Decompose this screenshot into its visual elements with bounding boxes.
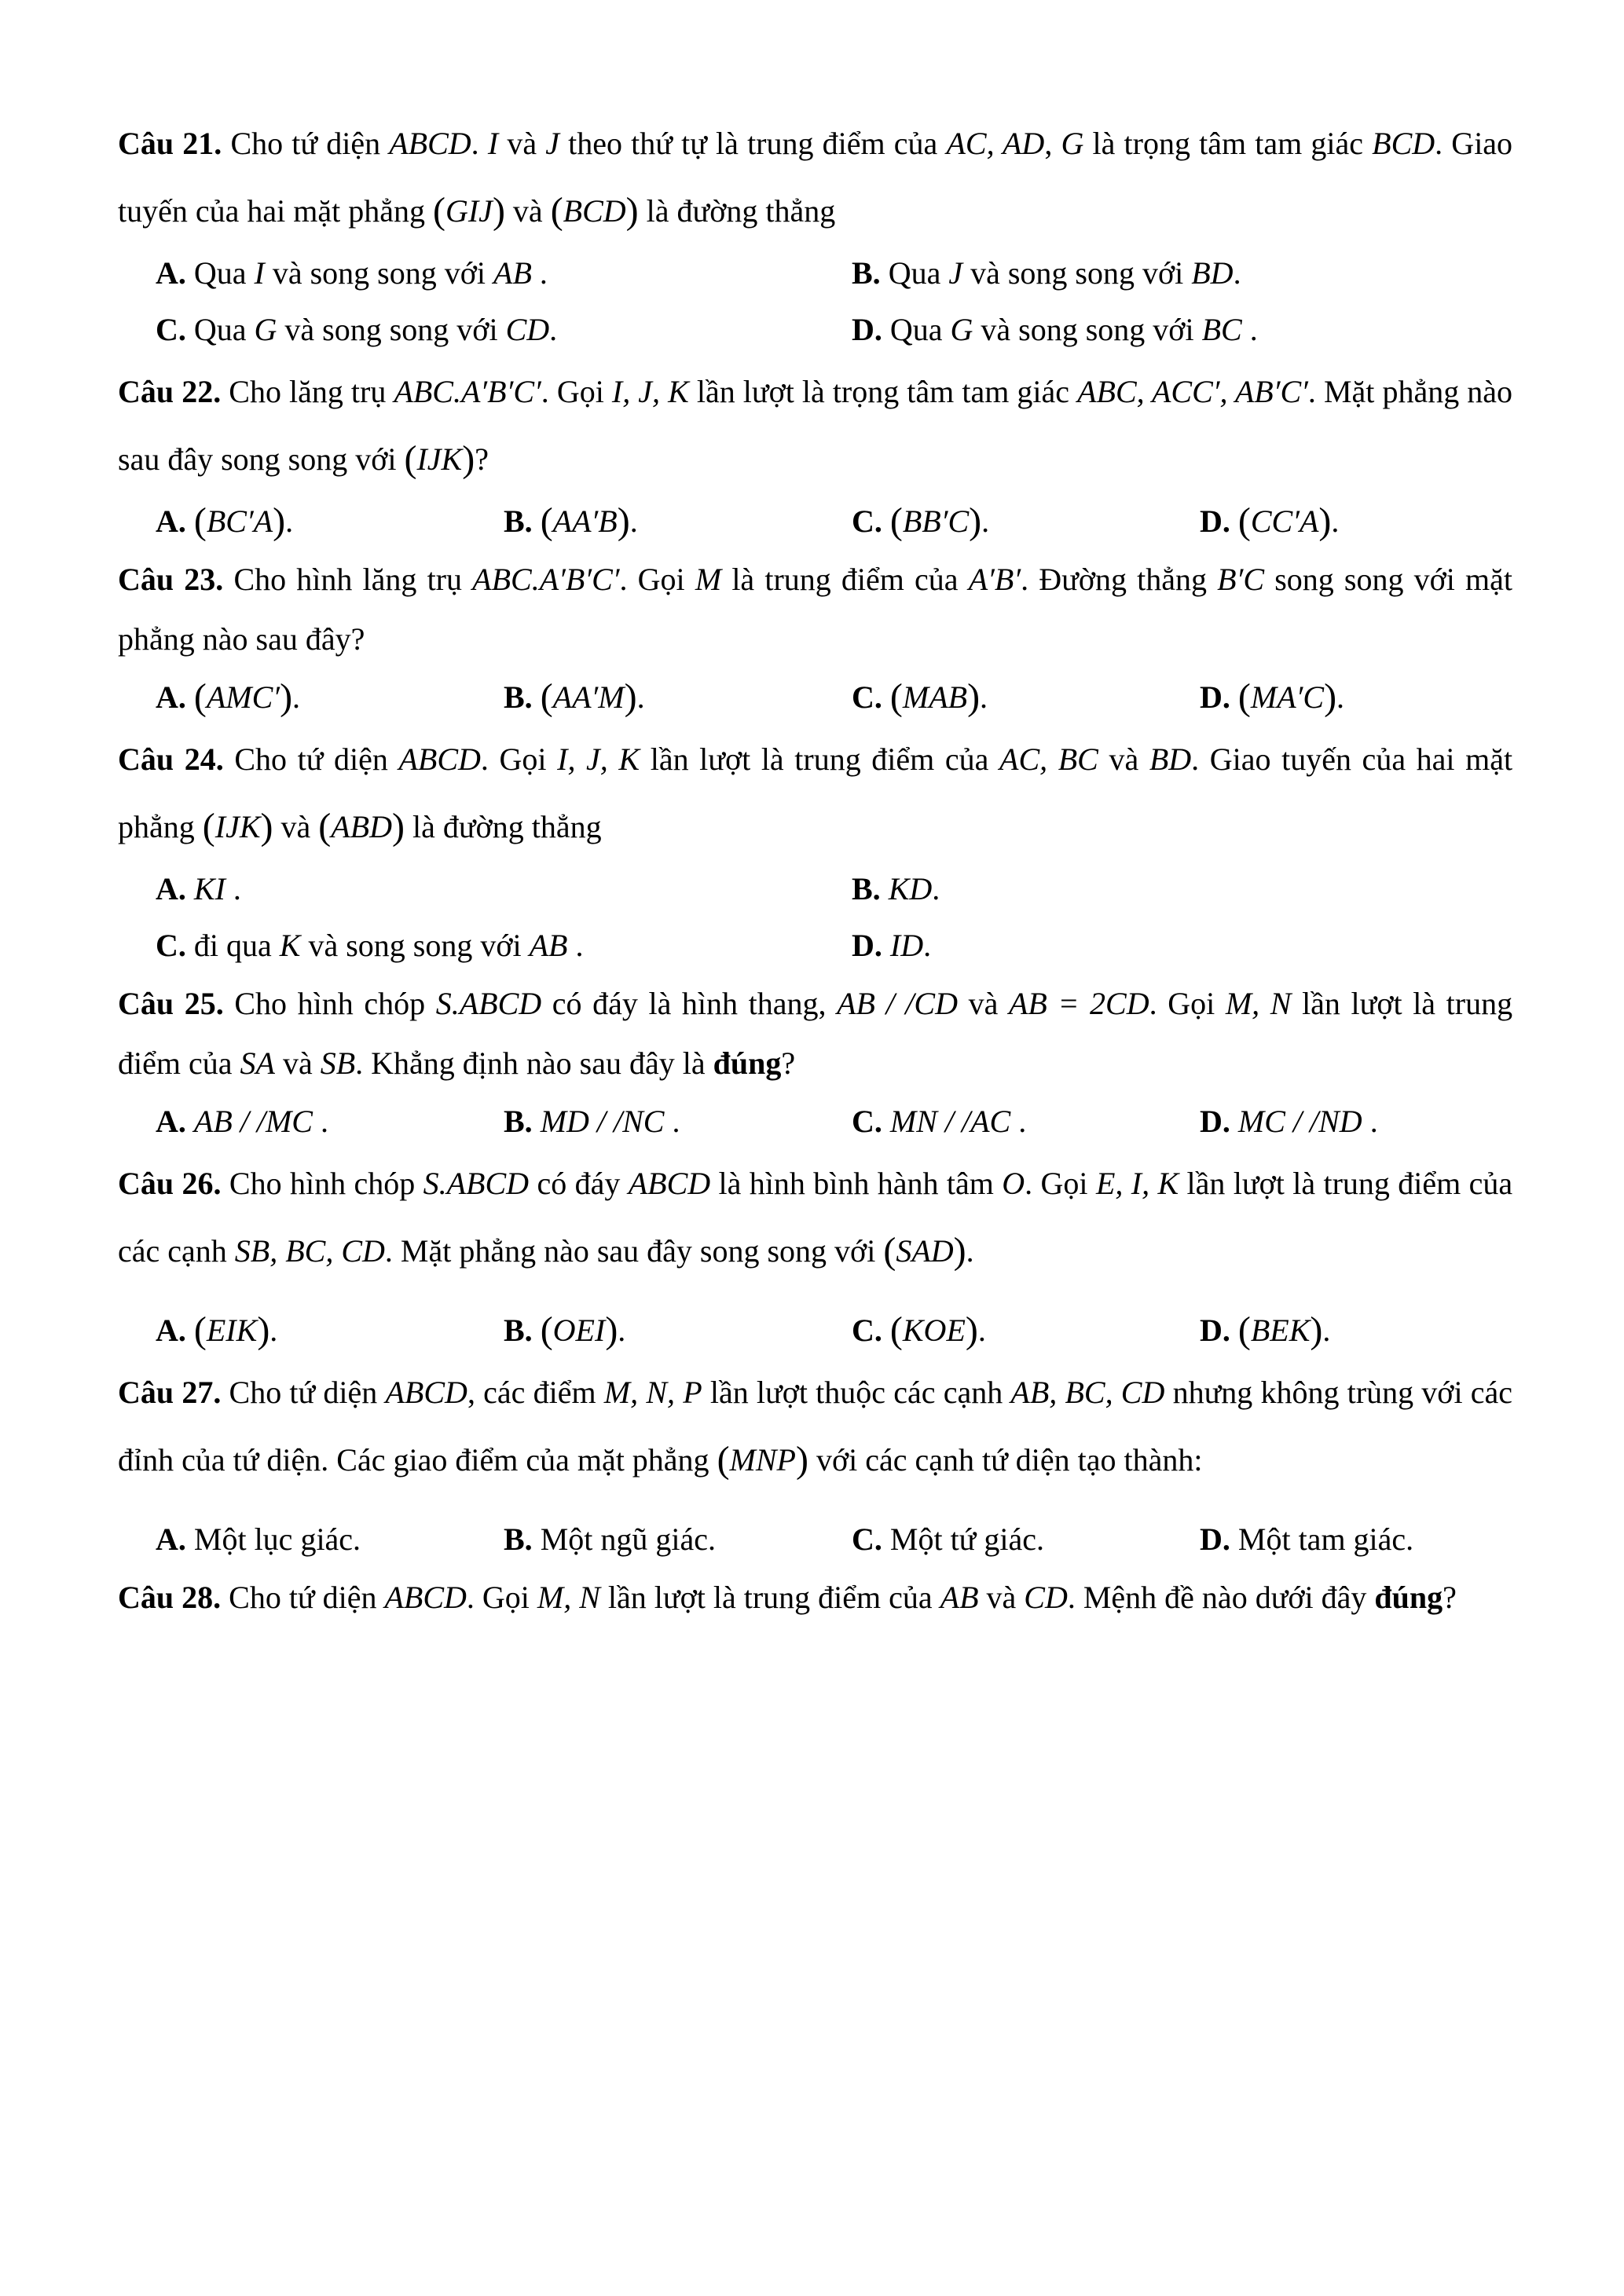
option-label: A. [156, 871, 186, 906]
math: KD [888, 871, 933, 906]
text: có đáy [537, 1166, 621, 1201]
option-a[interactable] [156, 1511, 504, 1568]
math: K [279, 928, 301, 963]
option-label: A. [156, 504, 186, 539]
option-label: C. [852, 679, 882, 715]
option-c[interactable] [156, 302, 852, 358]
option-label: D. [1200, 1522, 1230, 1557]
math: ABC.A′B′C′ [394, 374, 541, 409]
option-a[interactable]: A. (EIK). [156, 1309, 278, 1351]
math: G [950, 312, 973, 347]
text: ? [475, 441, 489, 477]
math: BC [1201, 312, 1242, 347]
text: . [1322, 1313, 1331, 1348]
math: M, N [1225, 986, 1292, 1021]
math: KI [193, 871, 225, 906]
text: ? [781, 1045, 796, 1081]
math: SAD [896, 1233, 954, 1269]
text: và [1109, 742, 1139, 777]
options [156, 245, 1512, 358]
math: KOE [902, 1313, 966, 1348]
text: . [269, 1313, 278, 1348]
text: lần lượt thuộc các cạnh [709, 1375, 1003, 1410]
option-label: C. [156, 928, 186, 963]
math: ABCD [398, 742, 481, 777]
text: và song song với [981, 312, 1194, 347]
option-label: B. [504, 1104, 533, 1139]
option-d[interactable] [852, 302, 1512, 358]
math: ABC.A′B′C′ [472, 562, 620, 597]
text: . [285, 504, 294, 539]
math: CD [1024, 1580, 1068, 1615]
option-b[interactable]: B. (AA′M). [504, 676, 645, 718]
math: ABD [331, 809, 393, 844]
text: . Gọi [1025, 1166, 1088, 1201]
option-label: C. [156, 312, 186, 347]
option-d[interactable] [1200, 1093, 1510, 1150]
option-a[interactable] [156, 245, 852, 302]
math: B′C [1217, 562, 1265, 597]
text: nhưng không trùng với các đỉnh của tứ diện. Các giao điểm của mặt phẳng [118, 1375, 1513, 1478]
option-label: D. [1200, 1104, 1230, 1139]
option-label: A. [156, 255, 186, 291]
text: Qua [888, 255, 941, 291]
text: và song song với [284, 312, 498, 347]
text: . [1369, 1104, 1378, 1139]
text: theo thứ tự là trung điểm của [568, 126, 938, 161]
math: ABCD [384, 1580, 467, 1615]
math: MNP [729, 1442, 796, 1478]
question-21 [118, 110, 1512, 358]
math: ABCD [385, 1375, 467, 1410]
question-23 [118, 550, 1512, 726]
question-text [118, 550, 1512, 669]
option-label: A. [156, 679, 186, 715]
math: AB / /MC [193, 1104, 313, 1139]
option-label: A. [156, 1522, 186, 1557]
math: EIK [206, 1313, 258, 1348]
text: Một tứ giác. [889, 1522, 1044, 1557]
option-label: C. [852, 1313, 882, 1348]
text: . Đường thẳng [1021, 562, 1207, 597]
text: Cho tứ diện [230, 126, 381, 161]
text: . Giao tuyến của hai mặt phẳng [118, 126, 1513, 229]
math: G [254, 312, 277, 347]
text: là đường thẳng [646, 193, 836, 229]
option-c[interactable]: C. (KOE). [852, 1309, 986, 1351]
text: . Mặt phẳng nào sau đây song song với [384, 1233, 876, 1269]
text: là đường thẳng [412, 809, 602, 844]
math: OEI [552, 1313, 606, 1348]
question-label: Câu 24. [118, 742, 224, 777]
option-label: D. [1200, 1313, 1230, 1348]
text: . [1331, 504, 1340, 539]
option-label: B. [852, 871, 881, 906]
text: Một lục giác. [193, 1522, 361, 1557]
math: ABCD [628, 1166, 711, 1201]
text: lần lượt là trung điểm của [118, 986, 1513, 1081]
question-text: Câu 27. Cho tứ diện ABCD, các điểm M, N, P lần lượt thuộc các cạnh AB, BC, CD nhưng không trùng với các đỉnh của tứ diện. Các giao điểm của mặt phẳng (MNP) với các cạnh tứ diện tạo thành: [118, 1375, 1513, 1481]
math: AB / /CD [837, 986, 958, 1021]
options [156, 1093, 1512, 1150]
math: GIJ [445, 193, 493, 229]
option-label: C. [852, 504, 882, 539]
text: lần lượt là trung điểm của các cạnh [118, 1166, 1513, 1269]
math: IJK [416, 441, 463, 477]
math: O [1002, 1166, 1025, 1201]
math: M, N, P [603, 1375, 702, 1410]
text: . Gọi [480, 742, 547, 777]
question-text: Câu 26. Cho hình chóp S.ABCD có đáy ABCD là hình bình hành tâm O. Gọi E, I, K lần lượt là trung điểm của các cạnh SB, BC, CD. Mặt phẳng nào sau đây song song với (SAD). [118, 1166, 1513, 1272]
option-c[interactable] [852, 1511, 1200, 1568]
math: BD [1191, 255, 1234, 291]
option-b[interactable] [852, 245, 1512, 302]
text: . Gọi [466, 1580, 530, 1615]
text: song song với mặt phẳng nào sau đây? [118, 562, 1513, 657]
text: là hình bình hành tâm [718, 1166, 994, 1201]
text: . [618, 1313, 626, 1348]
question-text [118, 974, 1512, 1093]
option-b[interactable]: B. (AA′B). [504, 500, 638, 542]
math: BD [1149, 742, 1192, 777]
math: I, J, K [611, 374, 689, 409]
question-label: Câu 27. [118, 1375, 222, 1410]
math: SB, BC, CD [234, 1233, 385, 1269]
math: MN / /AC [889, 1104, 1011, 1139]
option-c[interactable] [156, 917, 852, 974]
text: . [923, 928, 932, 963]
math: S.ABCD [435, 986, 542, 1021]
text: Cho lăng trụ [229, 374, 387, 409]
text: . [1249, 312, 1258, 347]
text: . Gọi [1149, 986, 1215, 1021]
option-a[interactable]: A. (AMC′). [156, 676, 301, 718]
question-text: Câu 24. Cho tứ diện ABCD. Gọi I, J, K lần lượt là trung điểm của AC, BC và BD. Giao tuyến của hai mặt phẳng (IJK) và (ABD) là đường thẳng [118, 742, 1513, 848]
math: AB, BC, CD [1010, 1375, 1165, 1410]
text: lần lượt là trung điểm của [650, 742, 989, 777]
option-label: D. [1200, 504, 1230, 539]
text: và [507, 126, 537, 161]
math: ABCD [389, 126, 471, 161]
option-d[interactable]: D. (MA′C). [1200, 676, 1345, 718]
question-label: Câu 21. [118, 126, 222, 161]
text: . Giao tuyến của hai mặt phẳng [118, 742, 1513, 844]
text: . [320, 1104, 328, 1139]
math: J [545, 126, 559, 161]
text: Cho tứ diện [234, 742, 388, 777]
text: và song song với [272, 255, 486, 291]
option-b[interactable] [852, 861, 1512, 917]
text: . [629, 504, 638, 539]
text: và [512, 193, 543, 229]
math: AMC′ [206, 679, 280, 715]
math: BC′A [206, 504, 273, 539]
option-d[interactable] [852, 917, 1512, 974]
text: . Gọi [619, 562, 685, 597]
math: M [695, 562, 722, 597]
option-d[interactable]: D. (BEK). [1200, 1309, 1331, 1351]
option-label: B. [852, 255, 881, 291]
text: Một tam giác. [1237, 1522, 1414, 1557]
text: . Khẳng định nào sau đây là [355, 1045, 706, 1081]
option-label: B. [504, 679, 533, 715]
text: là trọng tâm tam giác [1092, 126, 1363, 161]
text: và [968, 986, 999, 1021]
text: . [977, 1313, 986, 1348]
option-d[interactable] [1200, 1511, 1510, 1568]
options [156, 861, 1512, 974]
option-a[interactable] [156, 1093, 504, 1150]
math: S.ABCD [423, 1166, 530, 1201]
text: có đáy là hình thang, [552, 986, 827, 1021]
text: Cho hình chóp [234, 986, 426, 1021]
option-a[interactable] [156, 861, 852, 917]
question-28 [118, 1568, 1512, 1628]
math: MA′C [1250, 679, 1325, 715]
math: J [948, 255, 963, 291]
text: và song song với [308, 928, 522, 963]
question-25 [118, 974, 1512, 1150]
text: . Mặt phẳng nào sau đây song song với [118, 374, 1513, 477]
option-a[interactable]: A. (BC′A). [156, 500, 294, 542]
question-24 [118, 726, 1512, 974]
text: Cho tứ diện [229, 1580, 377, 1615]
option-label: D. [1200, 679, 1230, 715]
options [156, 1511, 1512, 1568]
option-b[interactable] [504, 1093, 852, 1150]
math: SB [320, 1045, 356, 1081]
option-b[interactable] [504, 1511, 852, 1568]
math: I [254, 255, 265, 291]
text: và [280, 809, 311, 844]
math: AC, AD [946, 126, 1045, 161]
text: Qua [889, 312, 943, 347]
text: Cho tứ diện [229, 1375, 378, 1410]
question-label: Câu 28. [118, 1580, 222, 1615]
math: MC / /ND [1237, 1104, 1362, 1139]
text: lần lượt là trọng tâm tam giác [696, 374, 1070, 409]
option-label: D. [852, 312, 882, 347]
text: . [1233, 255, 1241, 291]
option-label: A. [156, 1313, 186, 1348]
math: ID [889, 928, 924, 963]
math: AB = 2CD [1008, 986, 1149, 1021]
options [156, 493, 1512, 550]
text: Qua [193, 255, 247, 291]
text: . [672, 1104, 680, 1139]
question-label: Câu 25. [118, 986, 224, 1021]
text: , các điểm [467, 1375, 596, 1410]
text: . [636, 679, 645, 715]
text: . [575, 928, 584, 963]
math: ABC, ACC′, AB′C′ [1077, 374, 1308, 409]
option-label: B. [504, 504, 533, 539]
text: . [981, 504, 990, 539]
text: lần lượt là trung điểm của [607, 1580, 933, 1615]
math: AB [529, 928, 568, 963]
text: . [539, 255, 548, 291]
text: Cho hình lăng trụ [233, 562, 463, 597]
question-27 [118, 1359, 1512, 1568]
math: AB [493, 255, 532, 291]
text: và [986, 1580, 1017, 1615]
math: BCD [563, 193, 626, 229]
text: . [980, 679, 988, 715]
question-label: Câu 26. [118, 1166, 222, 1201]
text: . [549, 312, 558, 347]
option-b[interactable]: B. (OEI). [504, 1309, 626, 1351]
math: CD [505, 312, 550, 347]
emphasis: đúng [1374, 1580, 1443, 1615]
math: MAB [902, 679, 968, 715]
text: . [932, 871, 940, 906]
math: IJK [214, 809, 261, 844]
math: M, N [537, 1580, 600, 1615]
option-label: B. [504, 1313, 533, 1348]
question-text [118, 1568, 1512, 1628]
option-label: C. [852, 1522, 882, 1557]
math: A′B′ [968, 562, 1021, 597]
text: Một ngũ giác. [540, 1522, 716, 1557]
question-label: Câu 23. [118, 562, 224, 597]
math: BCD [1372, 126, 1435, 161]
option-d[interactable]: D. (CC′A). [1200, 500, 1340, 542]
text: . Gọi [541, 374, 604, 409]
math: AA′M [552, 679, 625, 715]
option-label: A. [156, 1104, 186, 1139]
text: . [471, 126, 479, 161]
option-c[interactable]: C. (BB′C). [852, 500, 990, 542]
question-label: Câu 22. [118, 374, 222, 409]
math: BB′C [902, 504, 970, 539]
text: . Mệnh đề nào dưới đây [1067, 1580, 1367, 1615]
option-label: C. [852, 1104, 882, 1139]
exam-page [118, 110, 1512, 1628]
text: và [282, 1045, 313, 1081]
question-text: Câu 22. Cho lăng trụ ABC.A′B′C′. Gọi I, J, K lần lượt là trọng tâm tam giác ABC, ACC′, AB′C′. Mặt phẳng nào sau đây song song với (IJK)? [118, 374, 1513, 480]
text: và song song với [970, 255, 1184, 291]
text: Cho hình chóp [229, 1166, 416, 1201]
math: I [487, 126, 499, 161]
text: . [233, 871, 241, 906]
text: . [966, 1233, 974, 1269]
option-c[interactable]: C. (MAB). [852, 676, 988, 718]
math: AC, BC [999, 742, 1098, 777]
math: BEK [1250, 1313, 1311, 1348]
math: AA′B [552, 504, 618, 539]
question-text: Câu 21. Cho tứ diện ABCD. I và J theo thứ tự là trung điểm của AC, AD, G là trọng tâm tam giác BCD. Giao tuyến của hai mặt phẳng (GIJ) và (BCD) là đường thẳng [118, 126, 1513, 232]
text: ? [1443, 1580, 1457, 1615]
text: . [292, 679, 301, 715]
math: AB [940, 1580, 979, 1615]
option-c[interactable] [852, 1093, 1200, 1150]
emphasis: đúng [713, 1045, 782, 1081]
options [156, 1302, 1512, 1359]
options [156, 669, 1512, 726]
question-22 [118, 358, 1512, 550]
text: Qua [193, 312, 247, 347]
option-label: B. [504, 1522, 533, 1557]
text: . [1336, 679, 1345, 715]
math: G [1061, 126, 1084, 161]
math: MD / /NC [540, 1104, 665, 1139]
text: là trung điểm của [731, 562, 959, 597]
text: với các cạnh tứ diện tạo thành: [816, 1442, 1203, 1478]
question-26 [118, 1150, 1512, 1359]
text: , [1044, 126, 1053, 161]
math: SA [240, 1045, 275, 1081]
math: CC′A [1250, 504, 1319, 539]
option-label: D. [852, 928, 882, 963]
math: E, I, K [1095, 1166, 1179, 1201]
text: đi qua [193, 928, 272, 963]
math: I, J, K [557, 742, 640, 777]
text: . [1018, 1104, 1027, 1139]
